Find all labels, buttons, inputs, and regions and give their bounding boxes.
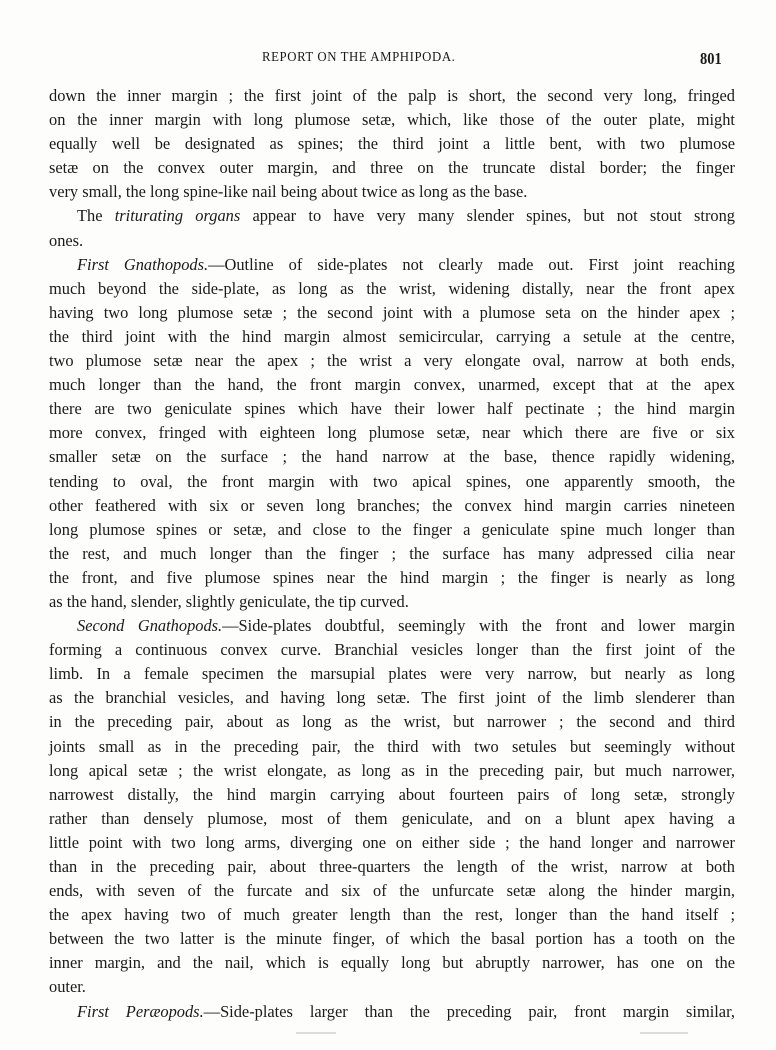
text-line xyxy=(49,614,735,638)
line-text: inner margin, and the nail, which is equally long but abruptly narrower, has one on the xyxy=(49,953,735,973)
text-line xyxy=(49,735,735,759)
line-text: the third joint with the hind margin almost semicircular, carrying a setule at the centre, xyxy=(49,326,735,346)
text-line xyxy=(49,204,735,228)
text-line xyxy=(49,494,735,518)
text-line xyxy=(49,349,735,373)
line-text: much beyond the side-plate, as long as the wrist, widening distally, near the front apex xyxy=(49,278,735,298)
text-line xyxy=(49,951,735,975)
section-heading: triturating organs xyxy=(114,206,241,226)
scan-artifact xyxy=(640,1032,688,1034)
line-text: tending to oval, the front margin with two apical spines, one apparently smooth, the xyxy=(49,471,735,491)
line-text: the rest, and much longer than the finger ; the surface has many adpressed cilia near xyxy=(49,543,735,563)
text-line xyxy=(49,542,735,566)
line-text: the front, and five plumose spines near the hind margin ; the finger is nearly as long xyxy=(49,567,735,587)
text-line xyxy=(49,927,735,951)
line-text: very small, the long spine-like nail being about twice as long as the base. xyxy=(49,182,528,202)
line-text: as the branchial vesicles, and having long setæ. The first joint of the limb slenderer than xyxy=(49,688,735,708)
line-text: setæ on the convex outer margin, and three on the truncate distal border; the finger xyxy=(49,158,735,178)
line-text: little point with two long arms, diverging one on either side ; the hand longer and narrower xyxy=(49,832,735,852)
line-text: the apex having two of much greater length than the rest, longer than the hand itself ; xyxy=(49,905,735,925)
text-line xyxy=(49,156,735,180)
text-line xyxy=(49,373,735,397)
line-prefix: The xyxy=(77,206,115,226)
running-head xyxy=(0,49,776,73)
line-text: narrowest distally, the hind margin carrying about fourteen pairs of long setæ, strongly xyxy=(49,784,735,804)
text-line xyxy=(49,277,735,301)
text-line xyxy=(49,855,735,879)
line-text: equally well be designated as spines; the third joint a little bent, with two plumose xyxy=(49,134,735,154)
line-text: other feathered with six or seven long branches; the convex hind margin carries nineteen xyxy=(49,495,735,515)
text-line xyxy=(49,445,735,469)
body-text xyxy=(49,84,735,1024)
line-text: —Outline of side-plates not clearly made out. First joint reaching xyxy=(208,254,735,274)
line-text: outer. xyxy=(49,977,86,997)
text-line xyxy=(49,470,735,494)
text-line xyxy=(49,301,735,325)
text-line xyxy=(49,590,735,614)
text-line xyxy=(49,831,735,855)
text-line xyxy=(49,807,735,831)
line-text: joints small as in the preceding pair, the third with two setules but seemingly without xyxy=(49,736,735,756)
text-line xyxy=(49,710,735,734)
line-text: long apical setæ ; the wrist elongate, as long as in the preceding pair, but much narrower, xyxy=(49,760,735,780)
section-heading: First Peræopods. xyxy=(77,1001,204,1021)
line-text: —Side-plates larger than the preceding pair, front margin similar, xyxy=(203,1001,735,1021)
text-line xyxy=(49,518,735,542)
text-line xyxy=(49,421,735,445)
line-text: much longer than the hand, the front margin convex, unarmed, except that at the apex xyxy=(49,375,735,395)
line-text: limb. In a female specimen the marsupial plates were very narrow, but nearly as long xyxy=(49,664,735,684)
line-text: ones. xyxy=(49,230,84,250)
text-line xyxy=(49,566,735,590)
section-heading: Second Gnathopods. xyxy=(77,616,223,636)
line-text: two plumose setæ near the apex ; the wrist a very elongate oval, narrow at both ends, xyxy=(49,351,735,371)
line-text: there are two geniculate spines which have their lower half pectinate ; the hind margin xyxy=(49,399,735,419)
text-line xyxy=(49,1000,735,1024)
line-text: long plumose spines or setæ, and close to the finger a geniculate spine much longer than xyxy=(49,519,735,539)
text-line xyxy=(49,903,735,927)
line-text: than in the preceding pair, about three-quarters the length of the wrist, narrow at both xyxy=(49,857,735,876)
text-line xyxy=(49,879,735,903)
page-number: 801 xyxy=(700,49,722,68)
line-text: appear to have very many slender spines, but not stout strong xyxy=(240,206,735,226)
line-text: ends, with seven of the furcate and six of the unfurcate setæ along the hinder margin, xyxy=(49,881,735,901)
section-heading: First Gnathopods. xyxy=(77,254,209,274)
text-line xyxy=(49,108,735,132)
line-text: smaller setæ on the surface ; the hand narrow at the base, thence rapidly widening, xyxy=(49,447,735,467)
text-line xyxy=(49,253,735,277)
text-line xyxy=(49,229,735,253)
line-text: as the hand, slender, slightly geniculate, the tip curved. xyxy=(49,591,409,611)
line-text: more convex, fringed with eighteen long plumose setæ, near which there are five or six xyxy=(49,423,735,443)
text-line xyxy=(49,180,735,204)
line-text: rather than densely plumose, most of them geniculate, and on a blunt apex having a xyxy=(49,808,735,828)
text-line xyxy=(49,325,735,349)
running-title: REPORT ON THE AMPHIPODA. xyxy=(262,49,456,64)
text-line xyxy=(49,662,735,686)
text-line xyxy=(49,132,735,156)
text-line xyxy=(49,397,735,421)
line-text: having two long plumose setæ ; the second joint with a plumose seta on the hinder apex ; xyxy=(49,302,735,322)
text-line xyxy=(49,783,735,807)
line-text: in the preceding pair, about as long as the wrist, but narrower ; the second and third xyxy=(49,712,735,732)
line-text: on the inner margin with long plumose setæ, which, like those of the outer plate, might xyxy=(49,110,735,130)
text-line xyxy=(49,759,735,783)
text-line xyxy=(49,975,735,999)
line-text: down the inner margin ; the first joint of the palp is short, the second very long, fringed xyxy=(49,86,735,105)
text-line xyxy=(49,84,735,108)
text-line xyxy=(49,686,735,710)
text-line xyxy=(49,638,735,662)
line-text: forming a continuous convex curve. Branchial vesicles longer than the first joint of the xyxy=(49,640,735,660)
scan-artifact xyxy=(296,1032,336,1034)
line-text: —Side-plates doubtful, seemingly with the front and lower margin xyxy=(222,616,736,636)
line-text: between the two latter is the minute finger, of which the basal portion has a tooth on the xyxy=(49,929,735,949)
